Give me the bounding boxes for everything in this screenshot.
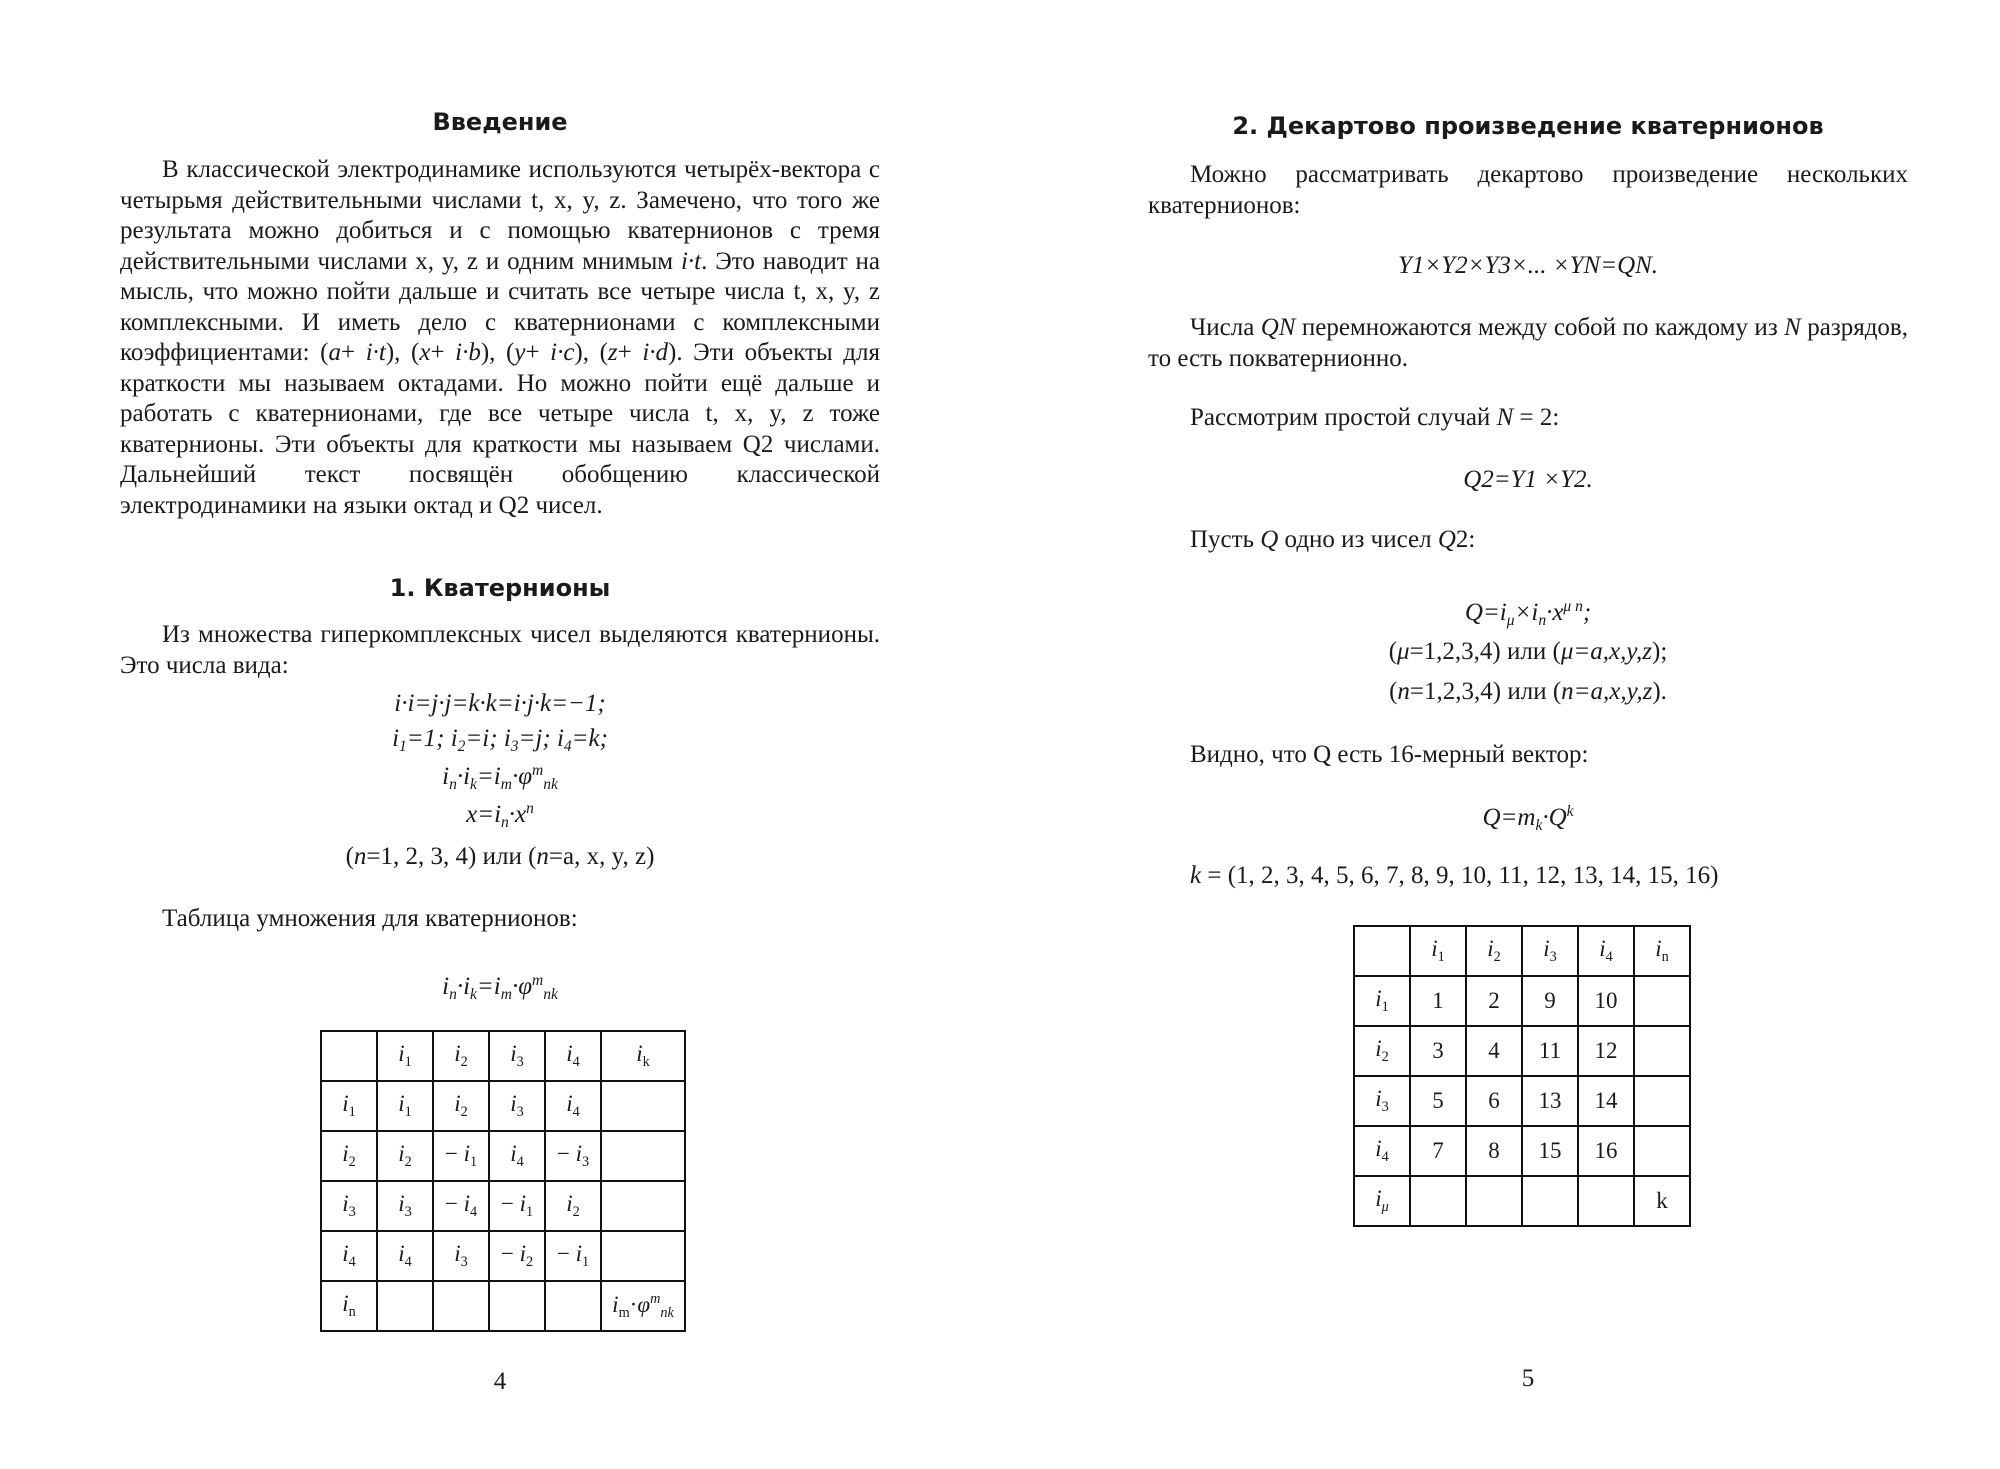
table-cell: $i_3$ — [377, 1181, 433, 1231]
formula-index-range: (n=1, 2, 3, 4) или (n=a, x, y, z) — [345, 843, 655, 870]
table-row-header-cell: $i_1$ — [321, 1081, 377, 1131]
table-header-cell: $i_2$ — [433, 1031, 489, 1081]
table-formula: $i_n\cdot i_k=i_m\cdot\varphi^m_{nk}$ — [442, 972, 558, 1003]
table-row — [321, 1281, 685, 1331]
table-cell — [1466, 1176, 1522, 1226]
table-row-header-cell: $i_\mu$ — [1354, 1176, 1410, 1226]
table-cell: 3 — [1410, 1026, 1466, 1076]
table-cell: − $i_1$ — [545, 1231, 601, 1281]
table-cell: $i_4$ — [489, 1131, 545, 1181]
table-cell — [601, 1131, 685, 1181]
table-cell: 10 — [1578, 976, 1634, 1026]
formula-basis: $i_1=1$; $i_2=i$; $i_3=j$; $i_4=k$; — [392, 725, 608, 755]
index-table — [1353, 925, 1691, 1227]
table-cell: 1 — [1410, 976, 1466, 1026]
left-page — [120, 0, 880, 1469]
table-cell: $i_4$ — [377, 1231, 433, 1281]
table-cell — [1634, 976, 1690, 1026]
table-cell: − $i_2$ — [489, 1231, 545, 1281]
table-cell — [601, 1231, 685, 1281]
heading-cartesian-product: 2. Декартово произведение кватернионов — [1232, 112, 1824, 140]
table-row — [1354, 1176, 1690, 1226]
table-row-header-cell: $i_n$ — [321, 1281, 377, 1331]
multiplication-table — [320, 1030, 686, 1332]
table-cell — [601, 1181, 685, 1231]
table-row-header-cell: $i_2$ — [1354, 1026, 1410, 1076]
heading-introduction: Введение — [432, 108, 568, 136]
table-row — [321, 1181, 685, 1231]
table-header-cell: $i_k$ — [601, 1031, 685, 1081]
table-cell: 7 — [1410, 1126, 1466, 1176]
formula-qm: $Q=m_k\cdot Q^k$ — [1482, 803, 1574, 834]
table-cell: $i_1$ — [377, 1081, 433, 1131]
table-header-cell: $i_4$ — [545, 1031, 601, 1081]
formula-q2: Q2=Y1 ×Y2. — [1463, 466, 1593, 493]
table-row — [1354, 1076, 1690, 1126]
table-cell — [1410, 1176, 1466, 1226]
table-header-cell: $i_3$ — [1522, 926, 1578, 976]
table-row-header-cell: $i_3$ — [1354, 1076, 1410, 1126]
table-cell: 6 — [1466, 1076, 1522, 1126]
table-cell — [1578, 1176, 1634, 1226]
table-cell: − $i_1$ — [489, 1181, 545, 1231]
table-cell: − $i_3$ — [545, 1131, 601, 1181]
table-row-header-cell: $i_2$ — [321, 1131, 377, 1181]
table-cell: k — [1634, 1176, 1690, 1226]
table-cell: $i_3$ — [433, 1231, 489, 1281]
formula-k-range: k = (1, 2, 3, 4, 5, 6, 7, 8, 9, 10, 11, 12, 13, 14, 15, 16) — [1190, 862, 1719, 889]
page-number: 5 — [1521, 1365, 1535, 1392]
table-cell: 11 — [1522, 1026, 1578, 1076]
table-cell: $i_2$ — [433, 1081, 489, 1131]
table-cell: 9 — [1522, 976, 1578, 1026]
table-cell: 12 — [1578, 1026, 1634, 1076]
table-cell — [545, 1281, 601, 1331]
table-row — [1354, 1026, 1690, 1076]
table-header-cell: $i_1$ — [1410, 926, 1466, 976]
table-cell: − $i_4$ — [433, 1181, 489, 1231]
table-cell: 13 — [1522, 1076, 1578, 1126]
table-row — [321, 1081, 685, 1131]
table-cell — [1522, 1176, 1578, 1226]
cartesian-paragraph: Можно рассматривать декартово произведение нескольких кватернионов: — [1148, 161, 1908, 219]
table-header-row — [1354, 926, 1690, 976]
table-cell: − $i_1$ — [433, 1131, 489, 1181]
intro-paragraph: В классической электродинамике используются четырёх-вектора с четырьмя действительными числами t, x, y, z. Замечено, что того же результата можно добиться и с помощью кватернионов с тремя действительными числами x, y, z и одним мнимым i·t. Это наводит на мысль, что можно пойти дальше и считать все четыре числа t, x, y, z комплексными. И иметь дело с кватернионами с комплексными коэффициентами: (a+ i·t), (x+ i·b), (y+ i·c), (z+ i·d). Эти объекты для краткости мы называем октадами. Но можно пойти ещё дальше и работать с кватернионами, где все четыре числа t, x, y, z тоже кватернионы. Эти объекты для краткости мы называем Q2 числами. Дальнейший текст посвящён обобщению классической электродинамики на языки октад и Q2 чисел. — [120, 156, 880, 519]
table-header-cell — [321, 1031, 377, 1081]
simple-case-paragraph: Рассмотрим простой случай N = 2: — [1190, 404, 1560, 431]
table-header-cell — [1354, 926, 1410, 976]
table-cell: 16 — [1578, 1126, 1634, 1176]
table-row — [321, 1231, 685, 1281]
page-number: 4 — [493, 1368, 507, 1395]
formula-mu-range: (μ=1,2,3,4) или (μ=a,x,y,z); — [1388, 638, 1668, 665]
table-cell: 2 — [1466, 976, 1522, 1026]
table-cell: $i_2$ — [545, 1181, 601, 1231]
vector-paragraph: Видно, что Q есть 16-мерный вектор: — [1190, 741, 1589, 768]
table-header-row — [321, 1031, 685, 1081]
table-header-cell: $i_3$ — [489, 1031, 545, 1081]
heading-quaternions: 1. Кватернионы — [389, 574, 611, 602]
formula-units: i·i=j·j=k·k=i·j·k=−1; — [394, 690, 606, 717]
quaternions-paragraph: Из множества гиперкомплексных чисел выделяются кватернионы. Это числа вида: — [120, 621, 880, 679]
table-cell: 8 — [1466, 1126, 1522, 1176]
table-header-cell: $i_4$ — [1578, 926, 1634, 976]
table-row-header-cell: $i_3$ — [321, 1181, 377, 1231]
table-cell: 5 — [1410, 1076, 1466, 1126]
table-row-header-cell: $i_4$ — [321, 1231, 377, 1281]
table-cell: $i_4$ — [545, 1081, 601, 1131]
qn-paragraph: Числа QN перемножаются между собой по каждому из N разрядов, то есть покватернионно. — [1148, 314, 1908, 372]
formula-x: $x=i_n\cdot x^n$ — [466, 800, 534, 831]
table-cell: 15 — [1522, 1126, 1578, 1176]
table-row — [321, 1131, 685, 1181]
formula-product-rule: $i_n\cdot i_k=i_m\cdot\varphi^m_{nk}$ — [442, 762, 558, 793]
table-cell: $i_3$ — [489, 1081, 545, 1131]
let-q-paragraph: Пусть Q одно из чисел Q2: — [1190, 526, 1476, 553]
table-caption: Таблица умножения для кватернионов: — [162, 905, 578, 932]
table-cell — [1634, 1026, 1690, 1076]
formula-n-range: (n=1,2,3,4) или (n=a,x,y,z). — [1389, 678, 1667, 705]
table-cell: $i_m\cdot\varphi^m_{nk}$ — [601, 1281, 685, 1331]
table-row — [1354, 1126, 1690, 1176]
table-cell: 14 — [1578, 1076, 1634, 1126]
table-row — [1354, 976, 1690, 1026]
right-page — [1148, 0, 1908, 1469]
formula-q: $Q=i_\mu\times i_n\cdot x^{\mu n}$; — [1464, 598, 1592, 629]
table-cell — [377, 1281, 433, 1331]
table-cell — [1634, 1076, 1690, 1126]
table-cell: $i_2$ — [377, 1131, 433, 1181]
table-header-cell: $i_2$ — [1466, 926, 1522, 976]
formula-cartesian-product: Y1×Y2×Y3×... ×YN=QN. — [1397, 252, 1659, 279]
table-cell — [489, 1281, 545, 1331]
table-cell — [1634, 1126, 1690, 1176]
table-cell — [601, 1081, 685, 1131]
table-header-cell: $i_n$ — [1634, 926, 1690, 976]
table-cell — [433, 1281, 489, 1331]
table-row-header-cell: $i_1$ — [1354, 976, 1410, 1026]
table-header-cell: $i_1$ — [377, 1031, 433, 1081]
table-row-header-cell: $i_4$ — [1354, 1126, 1410, 1176]
table-cell: 4 — [1466, 1026, 1522, 1076]
